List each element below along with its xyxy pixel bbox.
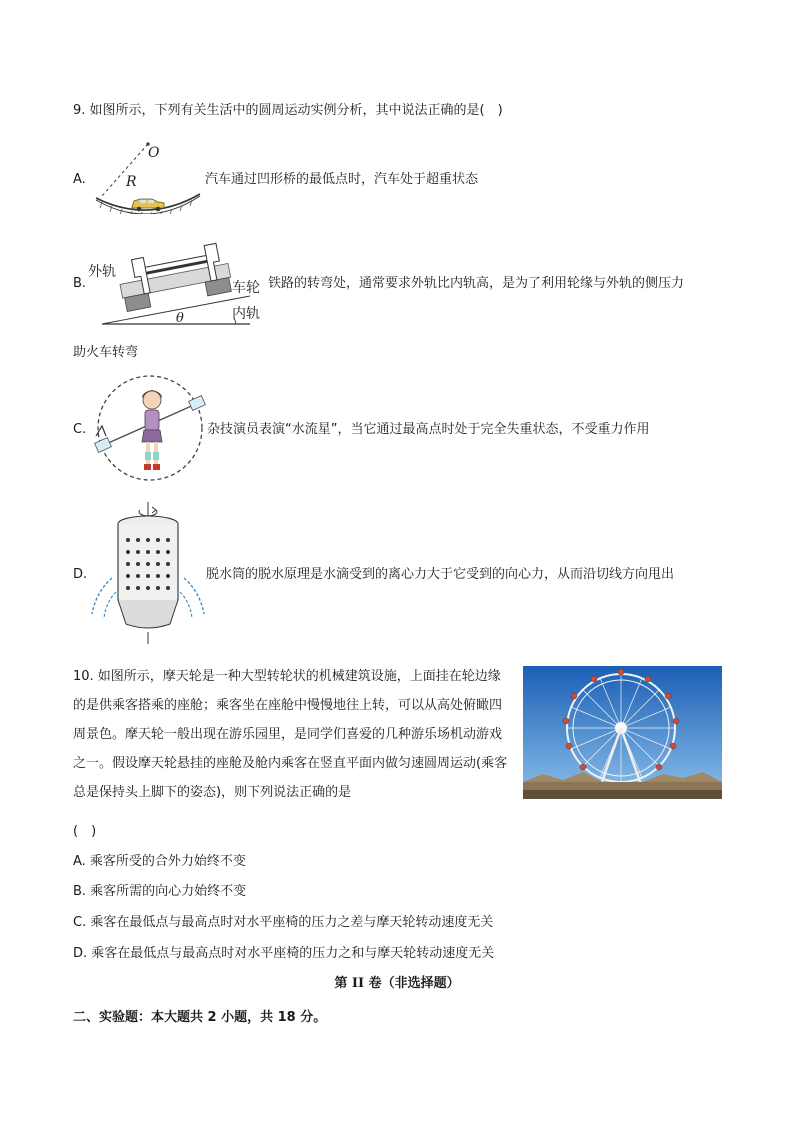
- q10-option-b: B. 乘客所需的向心力始终不变: [73, 884, 247, 899]
- q9-option-b-text: 铁路的转弯处，通常要求外轨比内轨高，是为了利用轮缘与外轨的侧压力: [268, 276, 685, 291]
- section-subtitle: 二、实验题：本大题共 2 小题，共 18 分。: [73, 1010, 327, 1025]
- q10-option-a: A. 乘客所受的合外力始终不变: [73, 854, 246, 869]
- performer-icon: [142, 390, 162, 470]
- section-title: 第 II 卷（非选择题）: [334, 976, 460, 991]
- figure-spin-dryer: [90, 500, 206, 646]
- q9-option-a-text: 汽车通过凹形桥的最低点时，汽车处于超重状态: [205, 172, 479, 187]
- label-wheel: 车轮: [232, 280, 260, 296]
- q10-answer-blank: ( ): [73, 824, 97, 839]
- q10-stem: 10. 如图所示，摩天轮是一种大型转轮状的机械建筑设施，上面挂在轮边缘的是供乘客搭乘的座舱；乘客坐在座舱中慢慢地往上转，可以从高处俯瞰四周景色。摩天轮一般出现在游乐园里，是同学们喜爱的几种游乐场机动游戏之一。假设摩天轮悬挂的座舱及舱内乘客在竖直平面内做匀速圆周运动(乘客总是保持头上脚下的姿态)，则下列说法正确的是: [73, 669, 508, 800]
- label-outer-rail: 外轨: [88, 264, 116, 280]
- q10-option-d: D. 乘客在最低点与最高点时对水平座椅的压力之和与摩天轮转动速度无关: [73, 946, 495, 961]
- figure-ferris-wheel-photo: [523, 666, 722, 799]
- q9-option-b-letter: B.: [73, 276, 87, 291]
- q10-option-c: C. 乘客在最低点与最高点时对水平座椅的压力之差与摩天轮转动速度无关: [73, 915, 494, 930]
- figure-concave-bridge: [92, 138, 204, 214]
- q9-option-c-letter: C.: [73, 422, 87, 437]
- q9-option-a-letter: A.: [73, 172, 86, 187]
- label-theta: θ: [176, 311, 184, 326]
- q9-option-b-text-cont: 助火车转弯: [73, 345, 139, 360]
- q9-option-c-text: 杂技演员表演“水流星”，当它通过最高点时处于完全失重状态，不受重力作用: [207, 422, 650, 437]
- figure-water-meteor: [92, 370, 210, 488]
- q9-option-d-letter: D.: [73, 567, 88, 582]
- q9-option-d-text: 脱水筒的脱水原理是水滴受到的离心力大于它受到的向心力，从而沿切线方向甩出: [206, 567, 675, 582]
- label-inner-rail: 内轨: [232, 306, 260, 322]
- label-O: O: [148, 145, 160, 161]
- figure-rail-curve: [86, 240, 266, 328]
- q9-stem: 9. 如图所示，下列有关生活中的圆周运动实例分析，其中说法正确的是( ): [73, 103, 503, 118]
- label-R: R: [126, 174, 137, 190]
